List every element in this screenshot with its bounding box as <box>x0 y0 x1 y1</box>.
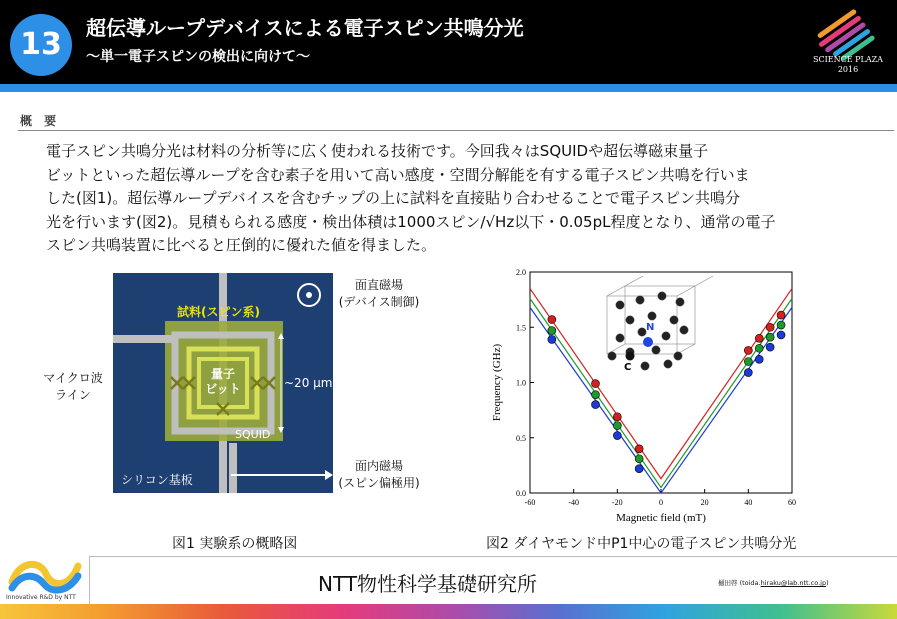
perp-field-label-line2: (デバイス制御) <box>338 295 420 309</box>
data-point <box>613 422 621 430</box>
qubit-label <box>205 367 241 397</box>
inset-cube-edge <box>695 276 713 286</box>
section-heading: 概 要 <box>20 114 61 128</box>
inset-atom <box>648 312 656 320</box>
contact-info <box>718 578 829 587</box>
y-tick-label: 1.5 <box>516 323 526 333</box>
data-point <box>766 343 774 351</box>
figure1-device-schematic <box>113 273 333 493</box>
figure2-caption: 図2 ダイヤモンド中P1中心の電子スピン共鳴分光 <box>486 536 797 552</box>
x-axis-label: Magnetic field (mT) <box>616 512 706 524</box>
inset-atom <box>626 316 634 324</box>
footer-rainbow-band <box>0 604 897 619</box>
y-tick-label: 2.0 <box>516 268 526 277</box>
inset-atom <box>670 316 678 324</box>
section-divider <box>18 130 894 131</box>
data-point <box>635 455 643 463</box>
data-point <box>777 331 785 339</box>
y-tick-label: 0.0 <box>516 489 526 498</box>
contact-email-link[interactable]: hiraku@lab.ntt.co.jp <box>760 579 827 587</box>
inset-atom <box>664 360 672 368</box>
y-axis-label: Frequency (GHz) <box>491 343 503 422</box>
data-point <box>744 369 752 377</box>
data-point <box>766 323 774 331</box>
inset-c-label: C <box>624 362 632 373</box>
inset-atom <box>680 326 688 334</box>
data-point <box>766 333 774 341</box>
inset-cube-edge <box>607 286 625 296</box>
data-point <box>755 334 763 342</box>
inset-atom <box>658 292 666 300</box>
summary-line: 電子スピン共鳴分光は材料の分析等に広く使われる技術です。今回我々はSQUIDや超伝導磁束量子 <box>46 142 709 160</box>
contact-name: 樋田啓 (toida. <box>718 579 761 587</box>
data-point <box>592 401 600 409</box>
summary-paragraph <box>46 140 856 258</box>
substrate-label: シリコン基板 <box>121 473 193 487</box>
summary-line: した(図1)。超伝導ループデバイスを含むチップの上に試料を直接貼り合わせることで電子スピン共鳴分 <box>46 189 741 207</box>
data-point <box>744 358 752 366</box>
size-label: ~20 μm <box>284 376 333 390</box>
inset-cube-edge <box>677 286 695 296</box>
x-tick-label: 0 <box>659 498 663 507</box>
inset-n-label: N <box>646 322 655 333</box>
header-accent-band <box>0 84 897 92</box>
inset-atom <box>608 352 616 360</box>
summary-line: ビットといった超伝導ループを含む素子を用いて高い感度・空間分解能を有する電子スピン共鳴を行いま <box>46 165 750 184</box>
summary-line: スピン共鳴装置に比べると圧倒的に優れた値を得ました。 <box>46 236 437 254</box>
qubit-label-line2: ビット <box>205 382 241 396</box>
inset-atom <box>616 334 624 342</box>
inset-nitrogen-atom <box>643 337 653 347</box>
series-line <box>530 299 792 488</box>
inplane-field-label-line1: 面内磁場 <box>354 459 403 473</box>
inset-atom <box>662 332 670 340</box>
inset-atom <box>676 298 684 306</box>
data-point <box>548 316 556 324</box>
event-logo-line1: SCIENCE PLAZA <box>813 55 883 64</box>
x-tick-label: 40 <box>744 498 753 507</box>
data-point <box>755 355 763 363</box>
inset-atom <box>674 352 682 360</box>
data-point <box>592 391 600 399</box>
x-tick-label: 20 <box>700 498 709 507</box>
inset-atom <box>636 296 644 304</box>
data-point <box>548 335 556 343</box>
logo-tagline: Innovative R&D by NTT <box>6 594 76 601</box>
inset-cube-edge <box>625 276 643 286</box>
footer-divider <box>90 556 897 557</box>
data-point <box>755 344 763 352</box>
footer-vertical-divider <box>89 556 90 604</box>
exhibit-number-badge: 13 <box>10 14 72 76</box>
x-tick-label: -60 <box>524 498 536 507</box>
data-point <box>777 311 785 319</box>
inset-atom <box>641 362 649 370</box>
perp-field-label-line1: 面直磁場 <box>354 278 403 292</box>
header-bar <box>0 0 897 84</box>
series-line <box>530 289 792 479</box>
inset-atom <box>638 328 646 336</box>
inset-carbon-atom <box>626 352 635 361</box>
contact-end: ) <box>826 579 829 587</box>
sample-label: 試料(スピン系) <box>177 305 260 319</box>
microwave-label-line1: マイクロ波 <box>43 371 103 385</box>
summary-line: 光を行います(図2)。見積もられる感度・検出体積は1000スピン/√Hz以下・0.05pL程度となり、通常の電子 <box>46 212 776 231</box>
event-logo-line2: 2016 <box>837 65 859 74</box>
data-point <box>635 445 643 453</box>
microwave-line-label <box>38 370 108 404</box>
perpendicular-field-label <box>334 277 424 311</box>
data-point <box>777 321 785 329</box>
inplane-field-label-line2: (スピン偏極用) <box>338 476 420 490</box>
qubit-label-line1: 量子 <box>210 367 235 381</box>
squid-label: SQUID <box>235 428 271 441</box>
figure2-esr-chart <box>480 260 800 530</box>
y-tick-label: 1.0 <box>516 378 526 388</box>
page-subtitle: ～単一電子スピンの検出に向けて～ <box>86 49 310 65</box>
x-tick-label: 60 <box>788 498 796 507</box>
data-point <box>548 327 556 335</box>
x-tick-label: -40 <box>568 498 580 507</box>
data-point <box>613 432 621 440</box>
figure1-caption: 図1 実験系の概略図 <box>172 536 298 552</box>
plot-frame <box>530 272 792 493</box>
microwave-label-line2: ライン <box>55 388 91 402</box>
y-tick-label: 0.5 <box>516 433 526 443</box>
science-plaza-label <box>808 55 888 75</box>
data-point <box>744 346 752 354</box>
inset-atom <box>616 301 624 309</box>
page-title: 超伝導ループデバイスによる電子スピン共鳴分光 <box>86 16 524 40</box>
data-point <box>613 413 621 421</box>
data-point <box>635 465 643 473</box>
x-tick-label: -20 <box>611 498 623 507</box>
inplane-field-label <box>334 458 424 492</box>
series-line <box>530 307 792 493</box>
inset-atom <box>652 346 660 354</box>
data-point <box>592 380 600 388</box>
organization-name: NTT物性科学基礎研究所 <box>318 572 538 596</box>
